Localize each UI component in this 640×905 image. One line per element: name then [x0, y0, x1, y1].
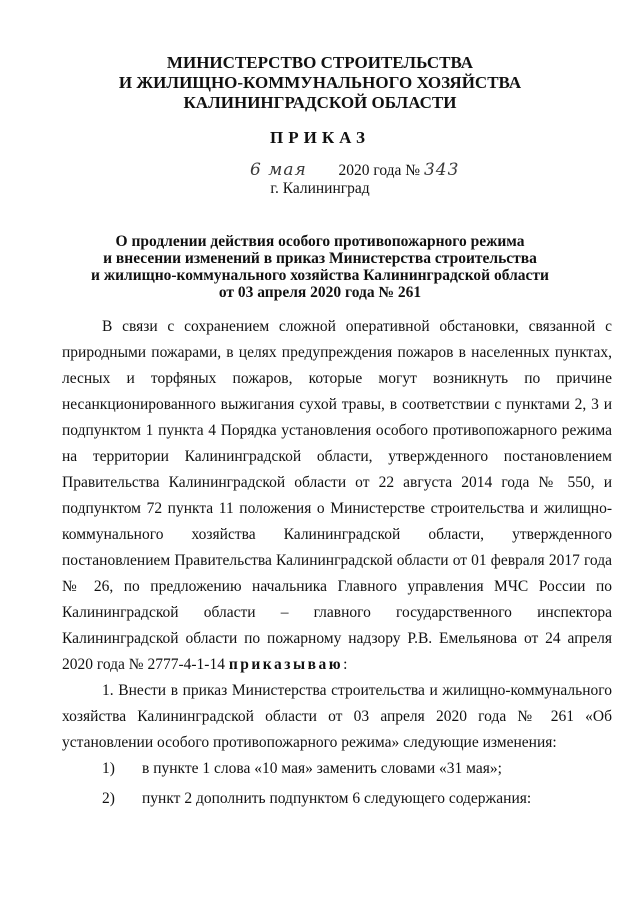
subitem-number: 1): [102, 760, 115, 777]
subitem-1: [62, 756, 612, 782]
ministry-line: МИНИСТЕРСТВО СТРОИТЕЛЬСТВА: [166, 53, 474, 72]
title-line: и жилищно-коммунального хозяйства Калининградской области: [91, 267, 549, 284]
handwritten-number: 343: [423, 160, 460, 180]
order-word: приказываю: [228, 656, 344, 673]
subitem-number: 2): [102, 790, 115, 807]
handwritten-date: 6 мая: [250, 160, 307, 180]
title-line: О продлении действия особого противопожарного режима: [115, 233, 525, 250]
point-1: 1. Внести в приказ Министерства строительства и жилищно-коммунального хозяйства Калининградской области от 03 апреля 2020 года № 261 «Об установлении особого противопожарного режима» следующие изменения:: [62, 682, 612, 751]
preamble-paragraph: [62, 314, 612, 678]
document-body: [62, 314, 612, 812]
ministry-header: [0, 53, 640, 113]
city: г. Калининград: [270, 180, 370, 197]
title-line: и внесении изменений в приказ Министерства строительства: [103, 250, 537, 267]
order-colon: :: [343, 656, 348, 673]
document-type: ПРИКАЗ: [270, 128, 370, 147]
date-line: [250, 160, 459, 180]
title-line: от 03 апреля 2020 года № 261: [218, 284, 422, 301]
year-text: 2020 года №: [338, 162, 421, 179]
subitem-text: в пункте 1 слова «10 мая» заменить словами «31 мая»;: [142, 760, 502, 777]
ministry-line: И ЖИЛИЩНО-КОММУНАЛЬНОГО ХОЗЯЙСТВА: [118, 73, 522, 92]
subitem-text: пункт 2 дополнить подпунктом 6 следующего содержания:: [142, 790, 532, 807]
ministry-line: КАЛИНИНГРАДСКОЙ ОБЛАСТИ: [183, 93, 457, 112]
subitem-2: [62, 786, 612, 812]
preamble-text: В связи с сохранением сложной оперативной обстановки, связанной с природными пожарами, в целях предупреждения пожаров в населенных пунктах, лесных и торфяных пожаров, которые могут возникнуть по причине несанкционированного выжигания сухой травы, в соответствии с пунктами 2, 3 и подпунктом 1 пункта 4 Порядка установления особого противопожарного режима на территории Калининградской области, утвержденного постановлением Правительства Калининградской области от 22 августа 2014 года № 550, и подпунктом 72 пункта 11 положения о Министерстве строительства и жилищно-коммунального хозяйства Калининградской области, утвержденного постановлением Правительства Калининградской области от 01 февраля 2017 года № 26, по предложению начальника Главного управления МЧС России по Калининградской области – главного государственного инспектора Калининградской области по пожарному надзору Р.В. Емельянова от 24 апреля 2020 года № 2777-4-1-14: [62, 318, 612, 673]
document-title: [0, 233, 640, 301]
